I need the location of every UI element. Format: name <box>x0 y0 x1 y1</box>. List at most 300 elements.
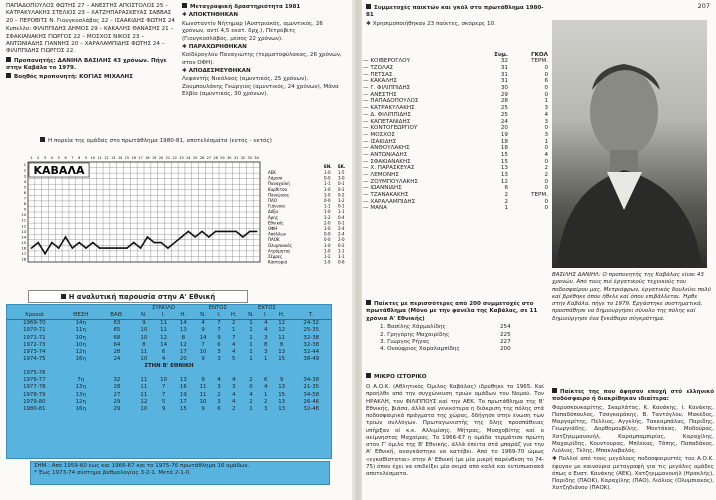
chart-x-tick: 20 <box>158 156 164 160</box>
legend-away-score: 1-2 <box>338 198 345 203</box>
table-cell: 28 <box>113 348 121 355</box>
stats-goals: 0 <box>544 125 548 132</box>
chart-y-tick: 9 <box>23 207 26 212</box>
chart-point <box>112 247 114 249</box>
table-cell: 1977-78 <box>23 384 46 391</box>
chart-x-tick: 24 <box>186 156 191 160</box>
history-text: Ο Α.Ο.Κ. (Αθλητικός Όμιλος Καβάλας) ιδρύθηκε το 1965. Καί προήλθε από την συγχώνευση τριών ομάδων του Νομού. Τον ΗΡΑΚΛΗ, τον ΦΙΛΙΠΠΟΥΣ καί την ΑΕΚ. Το πρωτάθλημα της Β' Εθνικής, βιάσα, άλλά καί γενικότερα η διάκριση της πόλης στά ποδοσφαιρικά πράγματα της χώρας, δδήγησε στην ένωση των τριών συλλόγων. Πρωταγωνιστής της δλης προσπάθειας υπήρξαν οί κ.κ. Αλλιμίσης, Μήτρας, Μοσχοβίτης καί ο αείμνηστος Μαχαίρας. Το 1966-67 η ομάδα τερμάτισε πρώτη στον Γ' όμιλο της Β' Εθνικής, άλλά έπειτα στά μπαράζ για την Α' Εθνική, αναγκάστηκε να κατέβει. Από το 1969-70 ώμως «εγκαθίσταται» στην Α' Εθνική (με μία μικρή παρένθεση το 74-75) όπου έχει να επιδείξει μία σειρά από καλά και εντυπωσιακά αποτελέσματα. <box>366 384 544 477</box>
table-cell: 6 <box>217 405 221 412</box>
legend-home-score: 1-0 <box>324 186 331 192</box>
transfers-title: Μεταγραφική δραστηριότητα 1981 <box>182 3 342 11</box>
chart-x-tick: 4 <box>50 156 53 160</box>
table-cell: 9 <box>201 405 205 412</box>
table-cell <box>100 370 134 377</box>
bullet-square-icon <box>40 137 45 142</box>
stats-apps: 31 <box>500 78 508 85</box>
table-col-header-2: ΒΑΘ. <box>100 312 134 320</box>
legend-away-score: 0-4 <box>338 214 345 220</box>
chart-x-tick: 34 <box>254 156 259 160</box>
chart-x-tick: 21 <box>165 156 171 160</box>
acquired-title: ✱ ΑΠΟΚΤΗΘΗΚΑΝ <box>182 12 239 19</box>
table-cell: 20 <box>179 355 187 362</box>
over200-row <box>380 324 548 331</box>
chart-y-tick: 12 <box>21 224 26 229</box>
chart-point <box>78 242 80 244</box>
legend-home-score: 1-0 <box>324 259 331 265</box>
table-cell: 11 <box>140 377 148 384</box>
legend-opponent: ΠΑΟΚ <box>268 237 280 243</box>
legend-opponent: ΠΑΟ <box>268 198 277 203</box>
table-cell: 2 <box>263 398 268 405</box>
stats-goals: 0 <box>544 205 548 212</box>
table-cell: 1 <box>249 348 253 355</box>
acquired-text: Κωνσταντίν Νήτημαρ (Αυστριακός, αμυντικός, 26 χρόνων, αντί 4,5 εκατ. δρχ.), Πέτροβιτς (Γιουγκοσλάβος, μέσος 22 χρόνων). <box>182 20 323 42</box>
table-cell <box>134 370 154 377</box>
stats-player-name: — ΑΝΕΣΤΗΣ <box>363 91 397 98</box>
stats-player-name: — ΣΦΑΚΙΑΝΑΚΗΣ <box>363 158 411 165</box>
bullet-square-icon <box>6 57 11 62</box>
over200-block <box>366 300 548 354</box>
legend-home-score: 1-0 <box>324 248 331 254</box>
stats-apps: 2 <box>504 192 508 199</box>
legend-home-score: 0-0 <box>324 237 331 243</box>
chart-point <box>228 231 230 233</box>
bullet-square-icon <box>552 388 557 393</box>
stats-goals: 4 <box>544 151 548 158</box>
over200-count: 225 <box>500 331 511 338</box>
chart-point <box>201 231 203 233</box>
stats-player-name: — Γ. ΦΙΛΙΠΠΙΔΗΣ <box>363 85 411 92</box>
stats-apps: 6 <box>504 185 508 192</box>
table-cell: 1973-74 <box>23 348 46 355</box>
legend-home-score: 0-0 <box>324 198 331 203</box>
chart-x-tick: 9 <box>84 156 88 160</box>
chart-x-tick: 33 <box>247 156 252 160</box>
stats-player-name: — ΛΕΜΟΝΗΣ <box>363 172 399 179</box>
table-row <box>7 377 331 384</box>
chart-point <box>249 231 251 233</box>
stats-goals: 3 <box>544 105 548 112</box>
cup-lineup-text: Κυπελλο: ΦΙΛΙΠΠΙΔΗΣ ΔΗΜΟΣ 29 – ΚΑΚΑΛΗΣ ΘΑΝΑΣΗΣ 21 – ΣΦΑΚΙΑΝΑΚΗΣ ΓΙΩΡΓΟΣ 22 – ΜΟΣΧΟΣ ΝΙΚΟΣ 23 – ΑΝΤΩΝΙΑΔΗΣ ΓΙΑΝΝΗΣ 20 – ΧΑΡΑΛΑΜΠΙΔΗΣ ΦΩΤΗΣ 24 – ΦΙΛΙΠΠΙΔΗΣ ΓΙΩΡΓΟΣ 22. <box>6 26 174 55</box>
stats-player-name: — ΤΖΟΛΑΣ <box>363 65 394 72</box>
table-cell: 15 <box>278 355 286 362</box>
table-row <box>7 327 331 334</box>
table-cell: 11η <box>75 327 86 334</box>
stats-apps: 2 <box>504 198 508 205</box>
table-cell: 17 <box>179 398 187 405</box>
chart-y-tick: 11 <box>21 218 26 223</box>
table-cell <box>242 370 259 377</box>
table-cell: 16η <box>75 355 86 362</box>
table-cell: 12 <box>179 341 187 348</box>
stats-goals: 1 <box>544 98 548 105</box>
table-cell <box>260 370 272 377</box>
history-title: ΜΙΚΡΟ ΙΣΤΟΡΙΚΟ <box>366 373 466 381</box>
stats-goals: 0 <box>544 198 548 205</box>
group-away: ΕΚΤΟΣ <box>257 305 276 311</box>
stats-player-name: — ΚΟΪΒΕΡΟΓΛΟΥ <box>363 58 411 65</box>
stats-apps: 15 <box>500 151 508 158</box>
stats-apps: 13 <box>500 172 508 179</box>
chart-point <box>133 242 135 244</box>
chart-point <box>37 242 39 244</box>
bullet-square-icon <box>366 300 371 305</box>
chart-point <box>58 247 60 249</box>
table-cell: 32-38 <box>303 334 320 341</box>
legend-away-score: 2-4 <box>338 226 345 231</box>
chart-point <box>65 236 67 238</box>
table-cell: 10 <box>140 327 148 334</box>
chart-x-tick: 27 <box>206 156 211 160</box>
transfers-out-text: ✱ Πολλοί από τους μεγάλους ποδοσφαιριστές του Α.Ο.Κ. έφυγαν με καινούρια μεταγραφή για τις μεγάλες ομάδες όπως ο Ευστ. Κανάκης (ΑΕΚ), Χατζηεμμανουήλ (Ηρακλής), Παριδης (ΠΑΟΚ), Καραχίλης (ΠΑΟ), Λιόλιος (Ολυμπιακός), Χατζηδιάνου (ΠΑΟΚ). <box>552 456 714 492</box>
legend-home-score: 0-0 <box>324 231 331 237</box>
table-cell: 1 <box>249 405 253 412</box>
chart-x-tick: 25 <box>193 156 198 160</box>
table-footnote <box>30 461 330 485</box>
table-cell: 3 <box>263 348 268 355</box>
table-cell: 11 <box>140 348 148 355</box>
stats-goals: 2 <box>544 165 548 172</box>
table-cell: 4 <box>249 391 253 398</box>
table-cell: 8 <box>142 341 146 348</box>
stats-player-name: — Δ. ΦΙΛΙΠΠΙΔΗΣ <box>363 111 411 118</box>
chart-y-tick: 4 <box>23 179 26 184</box>
chart-y-tick: 5 <box>23 185 26 190</box>
table-cell: 13 <box>278 348 286 355</box>
table-cell: 4 <box>201 320 205 327</box>
stats-player-name: — ΠΑΠΑΔΟΠΟΥΛΟΣ <box>363 98 419 105</box>
notable-players-title: Παίκτες της που άφησαν εποχή στό ελληνικό ποδόσφαιρο ή διακρίθηκαν ιδιαίτερα: <box>552 389 714 403</box>
stats-player-name: — ΙΣΑΚΙΔΗΣ <box>363 138 397 145</box>
legend-away-score: 0-1 <box>338 203 345 209</box>
chart-y-tick: 13 <box>21 229 26 234</box>
over200-player: 4. Ονούφριος Χαραλαμπίδης <box>380 346 460 353</box>
chart-point <box>44 253 46 255</box>
table-cell <box>213 370 225 377</box>
table-cell: 2 <box>231 320 236 327</box>
table-cell: 65 <box>113 327 121 334</box>
table-cell: 1980-81 <box>23 405 46 412</box>
chart-y-tick: 15 <box>21 240 26 245</box>
footnote-1: ΣΗΜ.: Από 1959-60 έως και 1966-67 και το 1975-76 πρωτάθλημα 16 ομάδων. <box>34 463 250 469</box>
table-col-header-9: Ν. <box>242 312 259 320</box>
lineup-block <box>6 3 176 83</box>
stats-player-name: — ΜΑΝΑ <box>363 205 388 212</box>
chart-x-tick: 23 <box>179 156 184 160</box>
table-cell: 4 <box>217 377 221 384</box>
table-cell: 1 <box>263 391 268 398</box>
stats-player-name: — ΙΩΑΝΝΙΔΗΣ <box>363 185 402 192</box>
table-cell: 29 <box>113 398 121 405</box>
table-col-header-1: ΘΕΣΗ <box>62 312 100 320</box>
table-cell: 34-38 <box>303 377 320 384</box>
table-cell: 13 <box>179 377 187 384</box>
over200-row <box>380 346 548 353</box>
table-cell <box>62 370 100 377</box>
table-cell: 1970-71 <box>23 327 46 334</box>
legend-away-score: 2-4 <box>338 231 345 237</box>
legend-away-score: 1-1 <box>338 248 345 254</box>
table-cell: 1 <box>249 327 253 334</box>
legend-header-away: ΕΚ. <box>338 164 346 169</box>
table-cell: 1 <box>249 341 253 348</box>
chart-x-tick: 3 <box>43 156 47 160</box>
legend-header-home: ΕΝ. <box>324 164 332 169</box>
table-cell <box>291 370 331 377</box>
stats-goals: 0 <box>544 91 548 98</box>
standings-chart <box>10 150 355 272</box>
over200-title: Παίκτες με περισσότερες από 200 συμμετοχές στο πρωτάθλημα (Μόνο με την φανέλα της Καβάλας, σε 11 χρόνια Α' Εθνικής) <box>366 301 538 322</box>
table-cell: 9 <box>142 320 146 327</box>
chart-x-tick: 19 <box>152 156 157 160</box>
table-cell: 9 <box>161 405 166 412</box>
chart-point <box>31 247 33 249</box>
table-cell: 9 <box>201 355 205 362</box>
chart-caption: Η πορεία της ομάδας στο πρωτάθλημα 1980-81, αποτελέσματα (εντός - εκτός) <box>40 137 340 145</box>
table-col-header-6: Ν. <box>193 312 213 320</box>
table-cell: 10 <box>140 334 148 341</box>
table-cell: 12 <box>140 398 148 405</box>
stats-apps: 12 <box>500 178 508 185</box>
table-row <box>7 320 331 328</box>
chart-point <box>181 236 183 238</box>
table-cell: 1975-76 <box>23 370 46 377</box>
table-cell: 28 <box>113 384 121 391</box>
star-icon: ✱ <box>182 43 187 50</box>
chart-x-tick: 8 <box>78 156 81 160</box>
table-cell: 10 <box>140 355 148 362</box>
stats-apps: 25 <box>500 105 508 112</box>
table-cell: 5 <box>231 355 236 362</box>
table-row <box>7 370 331 377</box>
table-cell: 7η <box>77 377 85 384</box>
legend-opponent: Πανιώνιος <box>268 192 289 198</box>
table-cell: 7 <box>231 334 236 341</box>
table-cell: 4 <box>263 320 268 327</box>
table-cell: 12η <box>75 348 86 355</box>
table-cell: 10 <box>199 348 207 355</box>
table-cell: 7 <box>201 341 205 348</box>
chart-point <box>222 231 224 233</box>
chart-x-tick: 11 <box>97 156 102 160</box>
table-cell: 12 <box>278 320 286 327</box>
stats-goals: 0 <box>544 71 548 78</box>
table-cell: 4 <box>231 398 236 405</box>
table-cell: 19 <box>179 391 187 398</box>
table-cell: 11 <box>160 320 168 327</box>
table-cell: 2 <box>249 398 253 405</box>
legend-away-score: 0-2 <box>338 242 345 248</box>
chart-y-tick: 14 <box>21 235 26 240</box>
stats-player-name: — ΚΑΠΕΤΑΝΙΔΗΣ <box>363 118 411 125</box>
legend-opponent: Άρης <box>268 214 279 220</box>
stats-goals: ΤΕΡΜ. <box>531 58 548 65</box>
stats-apps: 18 <box>500 138 508 145</box>
stats-goals: 3 <box>544 131 548 138</box>
legend-home-score: 1-1 <box>324 203 331 209</box>
legend-home-score: 1-0 <box>324 170 331 175</box>
table-cell: 24-32 <box>303 320 320 327</box>
chart-point <box>235 231 237 233</box>
chart-point <box>72 247 74 249</box>
table-cell: 1979-80 <box>23 398 46 405</box>
table-row <box>7 399 331 406</box>
legend-away-score: 1-1 <box>338 209 345 215</box>
stats-player-name: — ΜΟΣΧΟΣ <box>363 131 395 138</box>
table-cell: 7 <box>217 327 221 334</box>
table-cell: 2 <box>249 377 253 384</box>
table-cell: 7 <box>161 384 166 391</box>
notable-players-text: Φαροσκουκαρίτης, Σκαρλάτος, Κ. Κανάκης, Ι. Κανάκης, Παπαδόπουλος, Τσαγκαράκης, Β. Ταντόγλου, Μακέδος, Μαργαρίτης, Πέλλιος, Αγγελής, Τακκαμπάλας, Παριδης, Γεωργιάδης, Δορθομουβίλης, Μοντάκας, Μοδούρας, Χατζηεμμανουήλ, Καραμπαμπιρίας, Καραχίλης, Μαχαιρίδης, Κουντουρας, Μπλέκας, Τάπης, Παπαδάκος, Λιόλιος, Τέλης, Μπακλαβαλός. <box>552 404 714 454</box>
table-col-header-12: Τ. <box>291 312 331 320</box>
table-cell: 1 <box>249 334 253 341</box>
chart-x-tick: 13 <box>111 156 116 160</box>
table-cell <box>173 370 193 377</box>
legend-away-score: 0-1 <box>338 181 345 187</box>
stats-player-name: — ΑΝΤΩΝΙΑΔΗΣ <box>363 151 408 158</box>
stats-goals: 0 <box>544 158 548 165</box>
table-cell: 3 <box>231 384 236 391</box>
table-cell: 2 <box>231 405 236 412</box>
table-cell: 7 <box>217 320 221 327</box>
released-title: ✱ ΑΠΟΔΕΣΜΕΥΘΗΚΑΝ <box>182 68 251 74</box>
legend-opponent: Εθνικός <box>268 220 284 226</box>
table-cell: 4 <box>161 355 166 362</box>
table-cell <box>193 370 213 377</box>
stats-goals: ΤΕΡΜ. <box>531 192 548 199</box>
table-cell: 10η <box>75 334 86 341</box>
left-page <box>0 0 354 500</box>
right-page <box>362 0 716 500</box>
legend-away-score: 0-2 <box>338 192 345 198</box>
legend-opponent: Παναχαϊκή <box>268 181 290 187</box>
chart-point <box>140 247 142 249</box>
group-total: ΣΥΝΟΛΟ <box>152 305 176 311</box>
legend-opponent: ΑΕΚ <box>268 170 276 175</box>
star-icon: ✱ <box>182 12 187 19</box>
stats-apps: 30 <box>500 85 508 92</box>
legend-opponent: Ολυμπιακός <box>268 242 292 248</box>
player-stats-list <box>363 52 555 213</box>
legend-home-score: 1-1 <box>324 181 331 187</box>
stats-player-name: — ΧΑΡΑΛΑΜΠΙΔΗΣ <box>363 198 416 205</box>
table-cell: 13η <box>75 391 86 398</box>
stats-apps: 28 <box>500 98 508 105</box>
coach-line: Προπονητής: ΔΑΝΙΗΛ ΒΑΣΙΛΗΣ 43 χρόνων. Πήγε στην Καβάλα το 1979. <box>6 57 167 71</box>
stats-subtitle: ✱ Χρησιμοποιήθηκαν 23 παίκτες, σκόρερς 10. <box>366 20 496 27</box>
chart-x-tick: 5 <box>57 156 60 160</box>
table-cell: 6 <box>217 341 221 348</box>
table-cell: 1969-70 <box>23 320 46 327</box>
table-cell: 15 <box>179 405 187 412</box>
stats-goals: 1 <box>544 138 548 145</box>
over200-player: 1. Βασίλης Χάρμαλίδης <box>380 324 446 331</box>
chart-y-tick: 8 <box>23 202 26 207</box>
over200-player: 3. Γιώργος Ρήγας <box>380 338 430 345</box>
table-row <box>7 356 331 363</box>
chart-x-tick: 28 <box>213 156 218 160</box>
chart-x-tick: 12 <box>104 156 109 160</box>
table-cell: 26-46 <box>303 398 320 405</box>
stats-goals: 0 <box>544 65 548 72</box>
coach-portrait-icon <box>552 20 707 268</box>
table-cell: 34-58 <box>303 391 320 398</box>
table-cell: 32-38 <box>303 341 320 348</box>
table-cell: 12 <box>160 334 168 341</box>
chart-x-tick: 2 <box>37 156 40 160</box>
legend-home-score: 0-0 <box>324 175 331 181</box>
notable-players-block <box>552 388 714 494</box>
chart-x-tick: 26 <box>199 156 205 160</box>
stats-player-name: — ΚΑΚΑΛΗΣ <box>363 78 397 85</box>
transfers-block <box>182 3 342 100</box>
table-col-header-0: Χρονιά <box>7 312 62 320</box>
chart-point <box>153 242 155 244</box>
over200-player: 2. Γρηγόρης Μαχαιρίδης <box>380 331 450 338</box>
legend-home-score: 1-0 <box>324 226 331 231</box>
table-cell: 3 <box>263 405 268 412</box>
legend-home-score: 1-2 <box>324 254 331 259</box>
bullet-square-icon <box>182 3 187 8</box>
star-icon: ✱ <box>552 456 557 463</box>
table-col-header-8: Η. <box>225 312 242 320</box>
table-row <box>7 392 331 399</box>
table-group-header <box>7 305 331 312</box>
chart-point <box>174 242 176 244</box>
chart-point <box>188 231 190 233</box>
table-cell: 13 <box>278 405 286 412</box>
legend-opponent: Απόλλων <box>268 231 286 237</box>
table-cell: 64 <box>113 341 121 348</box>
chart-x-tick: 29 <box>220 156 225 160</box>
legend-opponent: Καρδίτσα <box>268 186 288 192</box>
chart-y-tick: 16 <box>21 246 26 251</box>
table-cell: 3 <box>217 348 221 355</box>
table-cell: 15 <box>278 391 286 398</box>
table-cell: 38-49 <box>303 355 320 362</box>
group-home: ΕΝΤΟΣ <box>208 305 227 311</box>
released-text: Λεφαντής Νικόλαος (αμυντικός, 25 χρόνων), Ζουμπουλάκης Γεώργιος (αμυντικός, 24 χρόνων), Μάνα Ελβίο (αμυντικός, 30 χρόνων). <box>182 76 339 98</box>
table-cell: 32-48 <box>303 405 320 412</box>
table-row <box>7 349 331 356</box>
stats-apps: 15 <box>500 158 508 165</box>
chart-x-tick: 32 <box>240 156 246 160</box>
legend-opponent: Δόξα <box>268 209 279 215</box>
table-cell: 12 <box>278 327 286 334</box>
team-label: ΚΑΒΑΛΑ <box>33 164 85 177</box>
table-cell: 14 <box>199 334 207 341</box>
legend-away-score: 3-0 <box>338 175 345 181</box>
table-cell: 10η <box>75 341 86 348</box>
chart-x-tick: 7 <box>71 156 74 160</box>
legend-away-score: 0-1 <box>338 186 345 192</box>
table-col-header-3: Ν. <box>134 312 154 320</box>
table-cell: 8 <box>263 341 268 348</box>
chart-x-tick: 31 <box>233 156 239 160</box>
stats-goals: 2 <box>544 172 548 179</box>
table-cell: 9 <box>279 377 284 384</box>
stats-player-name: — ΚΑΤΡΑΚΥΛΑΚΗΣ <box>363 105 415 112</box>
stats-apps: 24 <box>500 118 508 125</box>
legend-opponent: ΟΦΗ <box>268 226 278 231</box>
loaned-title: ✱ ΠΑΡΑΧΩΡΗΘΗΚΑΝ <box>182 43 247 50</box>
stats-apps: 31 <box>500 65 508 72</box>
table-cell: 13 <box>278 384 286 391</box>
table-row <box>7 342 331 349</box>
chart-y-tick: 7 <box>23 196 26 201</box>
table-cell: 1974-75 <box>23 355 46 362</box>
table-cell: 1 <box>231 327 236 334</box>
